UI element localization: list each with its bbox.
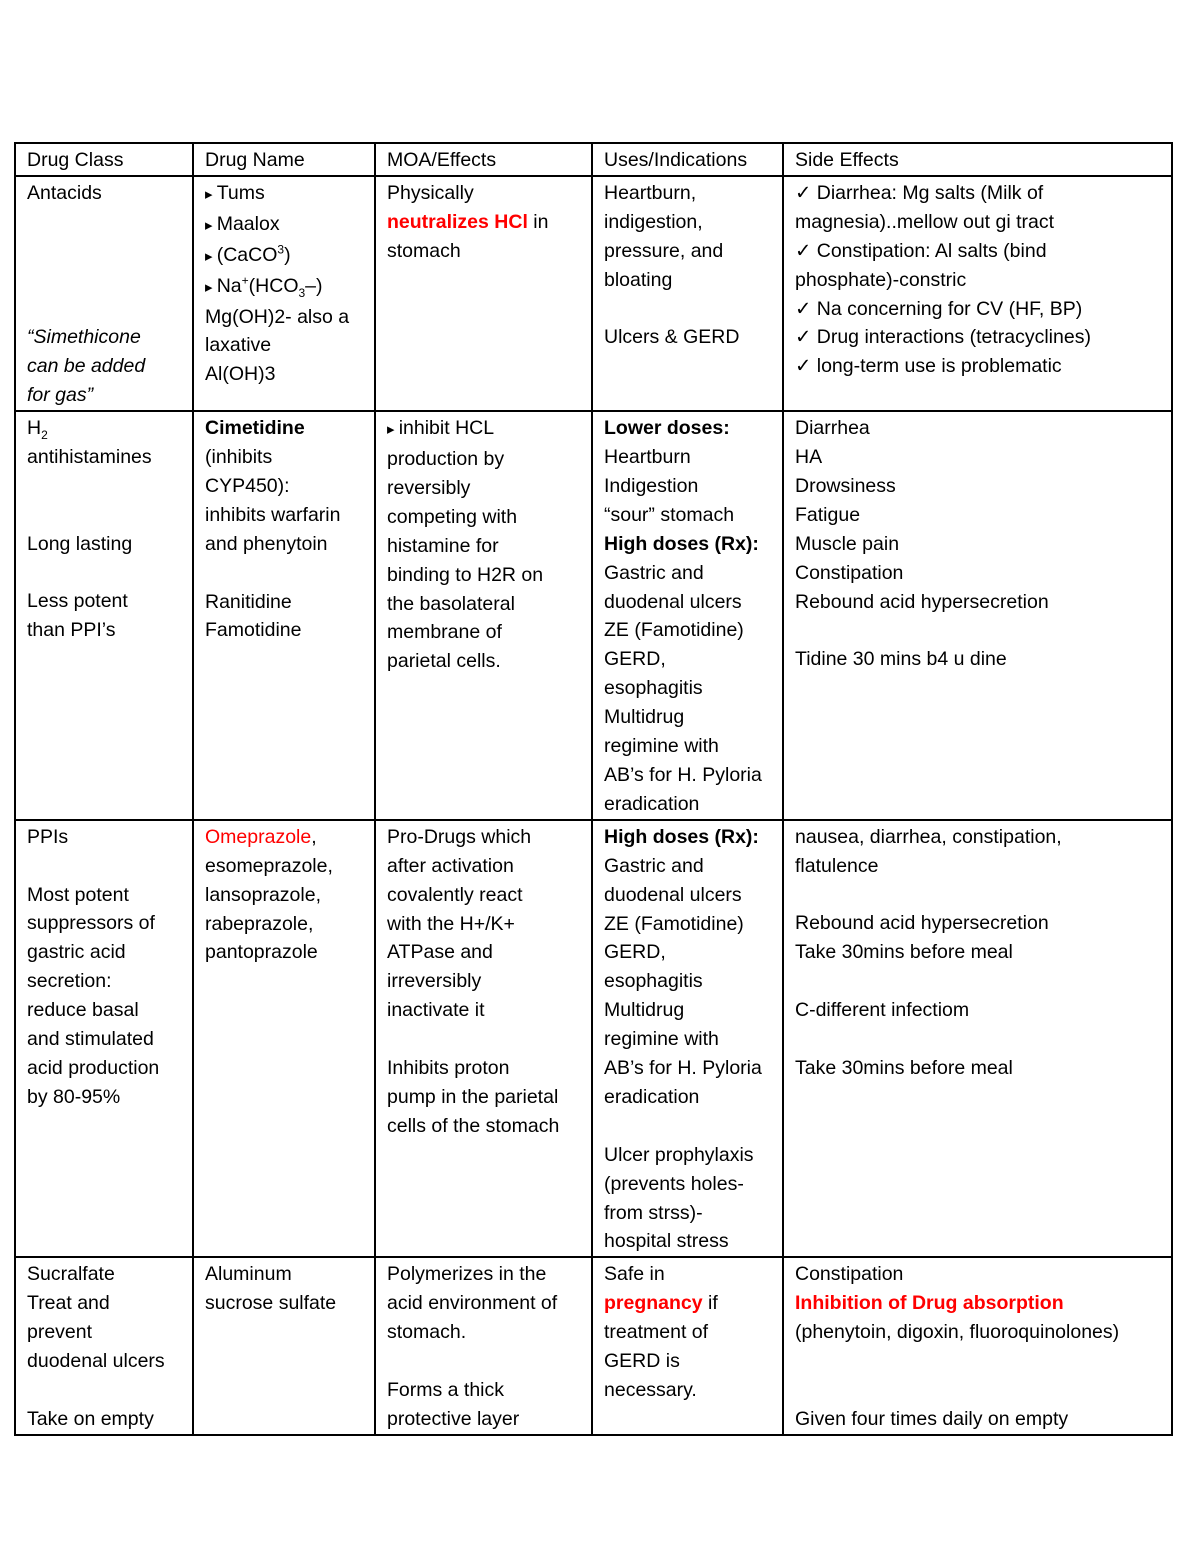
highlight-text: Inhibition of Drug absorption bbox=[795, 1292, 1064, 1315]
uses-text: indigestion, bbox=[604, 210, 703, 233]
highlight-text: neutralizes HCl bbox=[387, 210, 528, 233]
side-effect-text: Fatigue bbox=[795, 503, 861, 526]
side-effect-text: Take 30mins before meal bbox=[795, 941, 1013, 964]
side-effect-text: Rebound acid hypersecretion bbox=[795, 590, 1049, 613]
class-note: acid production bbox=[27, 1057, 160, 1080]
moa-text: inactivate it bbox=[387, 999, 485, 1022]
uses-text: Multidrug bbox=[604, 706, 685, 729]
moa-text: after activation bbox=[387, 854, 514, 877]
uses-text: necessary. bbox=[604, 1378, 697, 1401]
uses-text: AB’s for H. Pyloria bbox=[604, 763, 762, 786]
cell-sucralfate-class bbox=[15, 1257, 193, 1434]
uses-text: regimine with bbox=[604, 735, 719, 758]
side-effect-text: Tidine 30 mins b4 u dine bbox=[795, 648, 1007, 671]
uses-text: Ulcer prophylaxis bbox=[604, 1143, 754, 1166]
class-note: prevent bbox=[27, 1321, 93, 1344]
uses-text: AB’s for H. Pyloria bbox=[604, 1057, 762, 1080]
moa-text: acid environment of bbox=[387, 1292, 558, 1315]
moa-text: competing with bbox=[387, 505, 518, 528]
side-effect-text: Constipation bbox=[795, 561, 904, 584]
cell-antacids-class bbox=[15, 176, 193, 411]
moa-text: production by bbox=[387, 448, 505, 470]
row-sucralfate bbox=[15, 1257, 1172, 1434]
cell-sucralfate-name bbox=[193, 1257, 375, 1434]
uses-text: pressure, and bbox=[604, 239, 724, 262]
row-h2-antihistamines bbox=[15, 411, 1172, 820]
side-effect-text: phosphate)-constric bbox=[795, 268, 967, 291]
class-note: Most potent bbox=[27, 883, 129, 906]
class-note: secretion: bbox=[27, 970, 112, 993]
uses-text: Indigestion bbox=[604, 474, 699, 497]
moa-text: histamine for bbox=[387, 534, 499, 557]
moa-text: irreversibly bbox=[387, 970, 482, 993]
uses-text: ZE (Famotidine) bbox=[604, 912, 744, 935]
class-name: PPIs bbox=[27, 825, 69, 848]
class-note: suppressors of bbox=[27, 912, 155, 935]
drug-name: ▸ $Na^+(HCO_3-)$ bbox=[205, 272, 366, 303]
side-effect-text: HA bbox=[795, 446, 823, 468]
cell-antacids-uses bbox=[592, 176, 783, 411]
moa-text: stomach bbox=[387, 239, 461, 262]
uses-text: GERD is bbox=[604, 1350, 680, 1373]
class-note: Treat and bbox=[27, 1292, 110, 1315]
side-effect-text: ✓ Diarrhea: Mg salts (Milk of bbox=[795, 181, 1044, 204]
side-effect-text: Drowsiness bbox=[795, 474, 896, 497]
cell-sucralfate-moa bbox=[375, 1257, 592, 1434]
class-note: “Simethicone bbox=[27, 326, 141, 349]
header-side-effects: Side Effects bbox=[783, 143, 1172, 176]
uses-text: Safe in bbox=[604, 1263, 665, 1286]
moa-text: the basolateral bbox=[387, 592, 515, 615]
highlight-text: Omeprazole bbox=[205, 825, 312, 848]
class-note: Take on empty bbox=[27, 1407, 154, 1430]
side-effect-text: Rebound acid hypersecretion bbox=[795, 912, 1049, 935]
drug-name: Ranitidine bbox=[205, 590, 292, 613]
cell-antacids-moa bbox=[375, 176, 592, 411]
drug-name: Aluminum bbox=[205, 1263, 292, 1286]
moa-text: cells of the stomach bbox=[387, 1114, 560, 1137]
drug-name: (inhibits bbox=[205, 446, 273, 468]
uses-text: Heartburn, bbox=[604, 181, 697, 204]
drug-name: rabeprazole, bbox=[205, 912, 314, 935]
uses-text: eradication bbox=[604, 792, 700, 815]
uses-text: Multidrug bbox=[604, 999, 685, 1022]
moa-text: binding to H2R on bbox=[387, 563, 544, 586]
class-note: than PPI’s bbox=[27, 619, 116, 642]
side-effect-text: Constipation bbox=[795, 1263, 904, 1286]
drug-name: laxative bbox=[205, 334, 272, 357]
header-row bbox=[15, 143, 1172, 176]
moa-text: Forms a thick bbox=[387, 1378, 505, 1401]
side-effect-text: ✓ Na concerning for CV (HF, BP) bbox=[795, 297, 1083, 320]
class-name: Antacids bbox=[27, 181, 102, 204]
uses-text: Gastric and bbox=[604, 561, 704, 584]
drug-table bbox=[14, 142, 1173, 1436]
uses-text: regimine with bbox=[604, 1028, 719, 1051]
cell-h2-uses bbox=[592, 411, 783, 820]
uses-text: (prevents holes- bbox=[604, 1172, 744, 1195]
drug-name: Mg(OH)2- also a bbox=[205, 305, 350, 328]
drug-name: pantoprazole bbox=[205, 941, 318, 964]
moa-text: Physically bbox=[387, 181, 474, 204]
moa-text: ATPase and bbox=[387, 941, 493, 964]
side-effect-text: ✓ Constipation: Al salts (bind bbox=[795, 239, 1047, 262]
moa-text: membrane of bbox=[387, 621, 502, 644]
drug-name: Famotidine bbox=[205, 619, 302, 642]
uses-text: Gastric and bbox=[604, 854, 704, 877]
moa-text: Polymerizes in the bbox=[387, 1263, 547, 1286]
drug-name: and phenytoin bbox=[205, 532, 328, 555]
drug-name: lansoprazole, bbox=[205, 883, 321, 906]
uses-text: Heartburn bbox=[604, 446, 691, 468]
class-note: Less potent bbox=[27, 590, 128, 613]
moa-text: reversibly bbox=[387, 476, 471, 499]
cell-antacids-side-effects bbox=[783, 176, 1172, 411]
cell-ppi-side-effects bbox=[783, 820, 1172, 1258]
drug-name: Omeprazole, bbox=[205, 825, 317, 848]
drug-name: ▸ Maalox bbox=[205, 210, 366, 241]
class-note: reduce basal bbox=[27, 999, 139, 1022]
cell-ppi-moa bbox=[375, 820, 592, 1258]
uses-heading: Lower doses: bbox=[604, 417, 730, 440]
side-effect-text: Take 30mins before meal bbox=[795, 1056, 1013, 1079]
side-effect-text: Diarrhea bbox=[795, 417, 870, 440]
drug-name: CYP450): bbox=[205, 474, 290, 497]
header-moa: MOA/Effects bbox=[375, 143, 592, 176]
class-name: $H_2$ bbox=[27, 417, 48, 442]
moa-text: pump in the parietal bbox=[387, 1085, 559, 1108]
cell-h2-class bbox=[15, 411, 193, 820]
cell-ppi-class bbox=[15, 820, 193, 1258]
moa-text: neutralizes HCl in bbox=[387, 210, 549, 233]
drug-name: Cimetidine bbox=[205, 417, 305, 440]
moa-text: parietal cells. bbox=[387, 650, 501, 673]
side-effect-text: Muscle pain bbox=[795, 532, 900, 555]
class-name: antihistamines bbox=[27, 446, 152, 468]
cell-h2-moa bbox=[375, 411, 592, 820]
class-note: and stimulated bbox=[27, 1028, 154, 1051]
class-note: Long lasting bbox=[27, 532, 133, 555]
class-note: can be added bbox=[27, 355, 146, 378]
uses-text: ZE (Famotidine) bbox=[604, 619, 744, 642]
highlight-text: pregnancy bbox=[604, 1292, 703, 1315]
uses-text: bloating bbox=[604, 268, 673, 291]
uses-text: Ulcers & GERD bbox=[604, 326, 740, 349]
moa-text: Inhibits proton bbox=[387, 1057, 510, 1080]
uses-text: GERD, bbox=[604, 941, 666, 964]
uses-heading: High doses (Rx): bbox=[604, 825, 759, 848]
cell-sucralfate-uses bbox=[592, 1257, 783, 1434]
moa-text: protective layer bbox=[387, 1407, 520, 1430]
drug-name: ▸ (CaCO$^3$) bbox=[205, 241, 366, 272]
uses-text: GERD, bbox=[604, 648, 666, 671]
drug-name: Al(OH)3 bbox=[205, 363, 276, 386]
side-effect-text: flatulence bbox=[795, 854, 879, 877]
side-effect-text: magnesia)..mellow out gi tract bbox=[795, 210, 1055, 233]
header-drug-class: Drug Class bbox=[15, 143, 193, 176]
moa-text: Pro-Drugs which bbox=[387, 825, 532, 848]
row-antacids bbox=[15, 176, 1172, 411]
side-effect-text: Given four times daily on empty bbox=[795, 1407, 1069, 1430]
drug-name: esomeprazole, bbox=[205, 854, 333, 877]
side-effect-text: C-different infectiom bbox=[795, 999, 970, 1022]
header-uses: Uses/Indications bbox=[592, 143, 783, 176]
class-note: for gas” bbox=[27, 384, 94, 407]
class-note: duodenal ulcers bbox=[27, 1350, 165, 1373]
row-ppis bbox=[15, 820, 1172, 1258]
uses-heading: High doses (Rx): bbox=[604, 532, 759, 555]
uses-text: pregnancy if bbox=[604, 1292, 718, 1315]
uses-text: esophagitis bbox=[604, 970, 703, 993]
cell-sucralfate-side-effects bbox=[783, 1257, 1172, 1434]
side-effect-text: (phenytoin, digoxin, fluoroquinolones) bbox=[795, 1321, 1120, 1344]
side-effect-text: ✓ Drug interactions (tetracyclines) bbox=[795, 326, 1091, 349]
class-name: Sucralfate bbox=[27, 1263, 115, 1286]
cell-h2-name bbox=[193, 411, 375, 820]
drug-name: inhibits warfarin bbox=[205, 503, 341, 526]
moa-text: stomach. bbox=[387, 1321, 467, 1344]
uses-text: hospital stress bbox=[604, 1230, 729, 1253]
moa-text: ▸ inhibit HCL bbox=[387, 414, 583, 445]
moa-text: with the H+/K+ bbox=[387, 912, 515, 935]
cell-ppi-uses bbox=[592, 820, 783, 1258]
uses-text: esophagitis bbox=[604, 677, 703, 700]
drug-name: sucrose sulfate bbox=[205, 1292, 337, 1315]
drug-name: ▸ Tums bbox=[205, 179, 366, 210]
uses-text: eradication bbox=[604, 1085, 700, 1108]
cell-h2-side-effects bbox=[783, 411, 1172, 820]
uses-text: duodenal ulcers bbox=[604, 590, 742, 613]
uses-text: from strss)- bbox=[604, 1201, 703, 1224]
cell-antacids-name bbox=[193, 176, 375, 411]
moa-text: covalently react bbox=[387, 883, 523, 906]
uses-text: “sour” stomach bbox=[604, 503, 735, 526]
class-note: by 80-95% bbox=[27, 1085, 121, 1108]
uses-text: treatment of bbox=[604, 1321, 709, 1344]
cell-ppi-name bbox=[193, 820, 375, 1258]
side-effect-text: nausea, diarrhea, constipation, bbox=[795, 825, 1062, 848]
uses-text: duodenal ulcers bbox=[604, 883, 742, 906]
side-effect-text: ✓ long-term use is problematic bbox=[795, 355, 1062, 378]
class-note: gastric acid bbox=[27, 941, 126, 964]
header-drug-name: Drug Name bbox=[193, 143, 375, 176]
